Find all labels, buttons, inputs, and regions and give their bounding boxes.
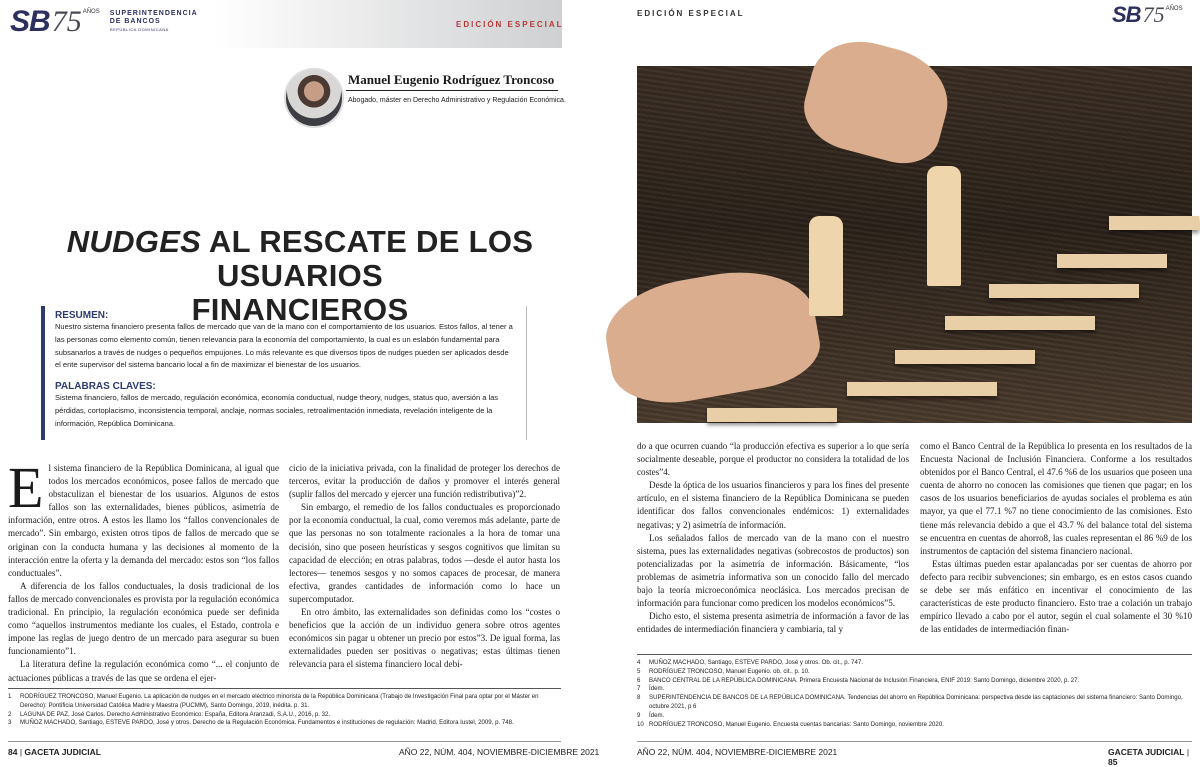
footnote-number: 3 bbox=[8, 719, 12, 727]
logo-anos: AÑOS bbox=[1165, 6, 1183, 12]
logo-75: 75 bbox=[1142, 2, 1165, 27]
footnote bbox=[8, 693, 561, 711]
footnote bbox=[637, 694, 1192, 712]
paragraph: Desde la óptica de los usuarios financieros y para los fines del presente artículo, en el sistema financiero de la República Dominicana se pueden identificar dos fallos convencionales endémicos: 1) externalidades negativas; y 2) asimetría de información. bbox=[637, 480, 909, 530]
footer-sep: | bbox=[1184, 747, 1190, 757]
step bbox=[1109, 216, 1199, 230]
keywords-text: Sistema financiero, fallos de mercado, regulación económica, economía conductual, nudge theory, nudges, status quo, aversión a las pérdidas, cortoplacismo, inconsistencia temporal, anclaje, normas sociales, retroalimentación inmediata, revelación inteligente de la información, República Dominicana. bbox=[55, 393, 499, 428]
footnote-number: 10 bbox=[637, 720, 644, 728]
footnote bbox=[637, 685, 1192, 694]
footnote-divider bbox=[637, 654, 1192, 655]
footnote-text: RODRÍGUEZ TRONCOSO, Manuel Eugenio. La aplicación de nudges en el mercado eléctrico minorista de la República Dominicana (Trabajo de Investigación Final para optar por el Máster en Derecho): Pontificia Universidad Católica Madre y Maestra (PUCMM), Santo Domingo, 2019, inédita. p. 31. bbox=[20, 693, 539, 709]
logo-sup-line3: REPÚBLICA DOMINICANA bbox=[109, 27, 169, 32]
footnote-divider bbox=[8, 688, 561, 689]
footnote-number: 2 bbox=[8, 710, 12, 718]
magazine-name: GACETA JUDICIAL bbox=[1108, 747, 1185, 757]
right-column-1 bbox=[637, 440, 909, 652]
paragraph: l sistema financiero de la República Dominicana, al igual que todos los mercados económicos, posee fallos de mercado que obstaculizan el bienestar de los usuarios. Algunos de estos fallos son las externalidades, bienes públicos, asimetría de información, entre otros. A estos les llamo los “fallos convencionales de mercado”. Sin embargo, existen otros tipos de fallos de mercado que se originan con la conducta humana y las decisiones al momento de la interacción entre la oferta y la demanda del mercado: estos son “los fallos conductuales”. bbox=[8, 463, 279, 578]
footnote bbox=[637, 712, 1192, 721]
abstract-text: Nuestro sistema financiero presenta fallos de mercado que van de la mano con el comportamiento de los usuarios. Estos fallos, al tener a las personas como elemento común, tienen relevancia para la economía del comportamiento, la cual es un eslabón fundamental para subsanarlos a través de nudges o pequeños empujones. Lo más relevante es que diversos tipos de nudges pueden ser aplicados desde el ente supervisor del sistema bancario local a fin de maximizar el bienestar de los usuarios. bbox=[55, 322, 513, 370]
logo-sup-line2: DE BANCOS bbox=[109, 18, 161, 25]
footer-divider bbox=[637, 741, 1192, 742]
paragraph: cicio de la iniciativa privada, con la finalidad de proteger los derechos de terceros, evitar la producción de daños y promover el interés general (suplir fallos del mercado y ejercer una función redistributiva)”2. bbox=[289, 463, 560, 500]
left-footnotes bbox=[8, 693, 561, 728]
logo-sup-line1: SUPERINTENDENCIA bbox=[109, 10, 198, 17]
step bbox=[707, 408, 837, 422]
author-name: Manuel Eugenio Rodríguez Troncoso bbox=[348, 72, 555, 87]
footnote bbox=[637, 677, 1192, 686]
footnote-text: MUÑOZ MACHADO, Santiago, ESTEVE PARDO, José y otros. Ob. cit., p. 747. bbox=[649, 659, 863, 666]
logo-sb: SB bbox=[1112, 2, 1141, 27]
footnote-number: 8 bbox=[637, 694, 641, 702]
step bbox=[895, 350, 1035, 364]
logo-anos: AÑOS bbox=[82, 9, 100, 15]
edition-label: EDICIÓN ESPECIAL bbox=[637, 9, 745, 18]
footer-divider bbox=[8, 741, 561, 742]
right-footnotes bbox=[637, 659, 1192, 729]
footnote-number: 7 bbox=[637, 685, 641, 693]
footnote-text: RODRÍGUEZ TRONCOSO, Manuel Eugenio. ob. cit., p. 10. bbox=[649, 667, 810, 675]
dropcap: E bbox=[8, 455, 44, 520]
step bbox=[847, 382, 997, 396]
left-page bbox=[0, 0, 600, 763]
logo-superintendencia bbox=[110, 10, 198, 34]
sb75-logo bbox=[10, 5, 198, 39]
footnote-text: LAGUNA DE PAZ, José Carlos. Derecho Administrativo Económico: España, Editora Aranzadi, S.A.U., 2016, p. 32. bbox=[20, 710, 331, 718]
author-role: Abogado, máster en Derecho Administrativo y Regulación Económica. bbox=[348, 97, 566, 104]
abstract-heading: RESUMEN: bbox=[55, 310, 109, 321]
footnote-text: MUÑOZ MACHADO, Santiago, ESTEVE PARDO, José y otros. Derecho de la Regulación Económica. Fundamentos e instituciones de regulación: Madrid, Editora Iustel, 2009, p. 748. bbox=[20, 719, 514, 727]
footnote bbox=[8, 711, 561, 720]
step bbox=[945, 316, 1095, 330]
abstract-box bbox=[41, 306, 527, 440]
stairs-photo bbox=[637, 66, 1192, 423]
footnote-number: 4 bbox=[637, 659, 641, 666]
paragraph: como el Banco Central de la República lo presenta en los resultados de la Encuesta Nacional de Inclusión Financiera. Conforme a los resultados obtenidos por el Banco Central, el 47.6 %6 de los usuarios que poseen una cuenta de ahorro no conocen las comisiones que tienen que pagar; en los casos de los usuarios beneficiarios de ayudas sociales el problema es aún mayor, ya que el 77.1 %7 no tiene conocimiento de las comisiones. Esto tiene más relevancia debido a que el 43.7 % del balance total del sistema se encuentra en cuentas de ahorro8, las cuales representan el 86 %9 de los instrumentos de captación del sistema financiero nacional. bbox=[920, 441, 1192, 556]
title-italic: NUDGES bbox=[66, 224, 202, 259]
paragraph: Sin embargo, el remedio de los fallos conductuales es proporcionado por la economía conductual, la cual, como veremos más adelante, parte de que las personas no son totalmente racionales a la hora de tomar una decisión, sino que poseen heurísticas y sesgos cognitivos que limitan su capacidad de elección; en otras palabras, todos —desde el autor hasta los lectores— tenemos sesgos y no somos capaces de procesar, de manera efectiva, grandes cantidades de información como lo hace un supercomputador. bbox=[289, 502, 560, 604]
left-footer-magazine bbox=[8, 747, 101, 757]
paper-figure-1 bbox=[809, 216, 843, 316]
right-footer-issue: AÑO 22, NÚM. 404, NOVIEMBRE-DICIEMBRE 2021 bbox=[637, 747, 838, 757]
footnote-text: Ídem. bbox=[649, 685, 665, 693]
footnote-text: SUPERINTENDENCIA DE BANCOS DE LA REPÚBLICA DOMINICANA. Tendencias del ahorro en República Dominicana: perspectiva desde las captaciones del sistema financiero: Santo Domingo, octubre 2021, p 6 bbox=[649, 694, 1183, 710]
paragraph: Estas últimas pueden estar apalancadas por ser cuentas de ahorro por defecto para recibir subvenciones; sin embargo, es en estos casos cuando se debe ser más enfático en incentivar el conocimiento de las características de este producto financiero. Esto trae a colación un trabajo empírico llevado a cabo por el autor, según el cual solamente el 30 %10 de las entidades de intermediación finan- bbox=[920, 558, 1192, 635]
sb75-logo bbox=[1112, 2, 1183, 28]
paragraph: En otro ámbito, las externalidades son definidas como los “costes o beneficios que la acción de un individuo genera sobre otros agentes económicos sin pagar u obtener un precio por estos”3. De igual forma, las externalidades pueden ser positivas o negativas; estas últimas tienen relevancia para el sistema financiero local debi- bbox=[289, 607, 560, 670]
footnote bbox=[637, 668, 1192, 677]
title-rest1: AL RESCATE DE LOS USUARIOS bbox=[201, 224, 534, 293]
footnote-number: 6 bbox=[637, 676, 641, 684]
magazine-name: GACETA JUDICIAL bbox=[24, 747, 101, 757]
footnote-number: 1 bbox=[8, 693, 12, 700]
footnote-text: BANCO CENTRAL DE LA REPÚBLICA DOMINICANA. Primera Encuesta Nacional de Inclusión Financiera, ENIF 2019: Santo Domingo, diciembre 2020, p. 27. bbox=[649, 676, 1080, 684]
step bbox=[989, 284, 1139, 298]
page-number: 85 bbox=[1108, 757, 1118, 767]
left-footer-issue: AÑO 22, NÚM. 404, NOVIEMBRE-DICIEMBRE 2021 bbox=[399, 747, 600, 757]
keywords-heading: PALABRAS CLAVES: bbox=[55, 381, 156, 393]
left-column-1 bbox=[8, 455, 279, 683]
footnote-text: Ídem. bbox=[649, 711, 665, 719]
footnote-number: 9 bbox=[637, 711, 641, 719]
footnote bbox=[8, 719, 561, 728]
right-column-2 bbox=[920, 440, 1192, 652]
logo-sb: SB bbox=[10, 5, 50, 38]
page-number: 84 bbox=[8, 747, 18, 757]
step bbox=[1057, 254, 1167, 268]
right-footer-magazine bbox=[1108, 747, 1200, 767]
paragraph: A diferencia de los fallos conductuales, la dosis tradicional de los fallos de mercado convencionales es provista por la regulación económica tradicional. En principio, la regulación económica puede ser definida como “aquellos instrumentos mediante los cuales, el Estado, controla e impone las reglas de juego dentro de un mercado para asegurar su buen funcionamiento”1. bbox=[8, 580, 279, 657]
footnote-text: RODRÍGUEZ TRONCOSO, Manuel Eugenio. Encuesta cuentas bancarias: Santo Domingo, noviembre 2020. bbox=[649, 720, 944, 728]
left-column-2 bbox=[289, 462, 560, 674]
paragraph: Dicho esto, el sistema presenta asimetría de información a favor de las entidades de intermediación financiera y cambiaria, tal y bbox=[637, 611, 909, 635]
paragraph: Los señalados fallos de mercado van de la mano con el nuestro sistema, pues las externalidades negativas (sobrecostos de productos) son potencializadas por la asimetría de información. Básicamente, “los problemas de asimetría informativa son un conocido fallo del mercado bajo la teoría microeconómica neoclásica. Los mercados precisan de información para funcionar como predicen los modelos económicos”5. bbox=[637, 532, 909, 609]
paragraph: La literatura define la regulación económica como “... el conjunto de actuaciones públicas a través de las que se ordena el ejer- bbox=[8, 659, 279, 683]
footnote bbox=[637, 721, 1192, 730]
edition-label: EDICIÓN ESPECIAL bbox=[456, 20, 564, 29]
footnote-number: 5 bbox=[637, 667, 641, 675]
footer-sep: | bbox=[17, 747, 25, 757]
paragraph: do a que ocurren cuando “la producción efectiva es superior a lo que sería socialmente deseable, porque el productor no considera la totalidad de los costes”4. bbox=[637, 441, 909, 478]
author-divider bbox=[346, 90, 558, 91]
footnote bbox=[637, 659, 1192, 668]
right-page bbox=[600, 0, 1200, 767]
author-avatar bbox=[284, 68, 344, 128]
logo-75: 75 bbox=[51, 5, 82, 38]
paper-figure-2 bbox=[927, 166, 961, 286]
title-rest2: FINANCIEROS bbox=[191, 292, 409, 327]
